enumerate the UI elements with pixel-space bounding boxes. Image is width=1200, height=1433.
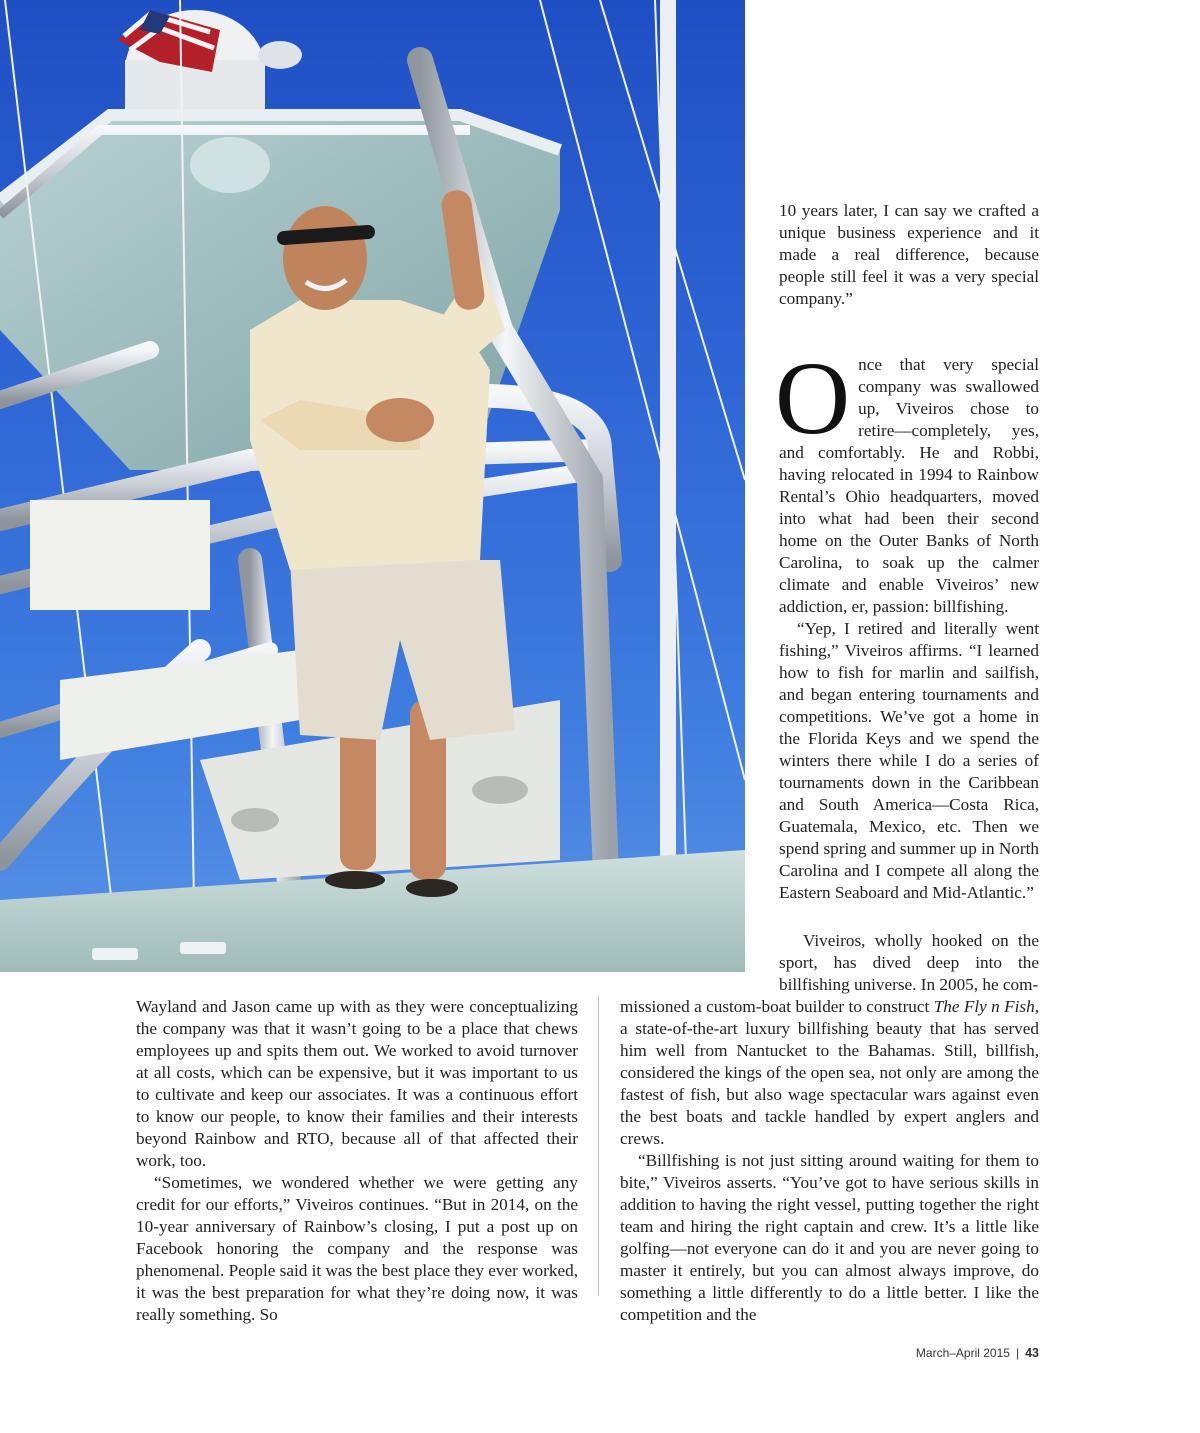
paragraph: “Billfishing is not just sitting around waiting for them to bite,” Viveiros asserts. “You’ve got to have serious skills in addition to having the right vessel, putting together the right team and hiring the right captain and crew. It’s a little like golfing—not everyone can do it and you are never going to master it entirely, but you can almost always improve, do something a little differently to do a little better. I like the competition and the xyxy=(620,1151,1039,1324)
paragraph-text: nce that very special company was swallowed up, Viveiros chose to retire—completely, yes, and comfortably. He and Robbi, having relocated in 1994 to Rainbow Rental’s Ohio headquarters, moved into what had been their second home on the Outer Banks of North Carolina, to soak up the calmer climate and enable Viveiros’ new addiction, er, passion: billfishing. xyxy=(779,355,1039,616)
dropcap: O xyxy=(775,341,851,456)
article-column-right-middle xyxy=(775,341,1039,904)
feature-photo xyxy=(0,0,745,972)
issue-date: March–April 2015 xyxy=(915,1346,1010,1360)
column-divider xyxy=(598,996,599,1296)
folio-separator: | xyxy=(1015,1346,1020,1360)
article-column-center xyxy=(620,996,1039,1326)
paragraph xyxy=(620,996,1039,1150)
boat-tower-illustration xyxy=(0,0,745,972)
paragraph: “Yep, I retired and literally went fishing,” Viveiros affirms. “I learned how to fish for marlin and sailfish, and began entering tournaments and competitions. We’ve got a home in the Florida Keys and we spend the winters there while I do a series of tournaments down in the Caribbean and South America—Costa Rica, Guatemala, Mexico, etc. Then we spend spring and summer up in North Carolina and I compete all along the Eastern Seaboard and Mid-Atlantic.” xyxy=(779,619,1039,902)
outrigger-pole xyxy=(660,0,676,900)
paragraph: 10 years later, I can say we crafted a unique business experience and it made a real difference, because people still feel it was a very special company.” xyxy=(779,201,1039,308)
paragraph: Wayland and Jason came up with as they were conceptualizing the company was that it wasn’t going to be a place that chews employees up and spits them out. We worked to avoid turnover at all costs, which can be expensive, but it was important to us to cultivate and keep our associates. It was a continuous effort to know our people, to know their families and their interests beyond Rainbow and RTO, because all of that affected their work, too. xyxy=(136,997,578,1170)
page-number: 43 xyxy=(1025,1346,1039,1360)
article-column-right-tail xyxy=(779,930,1039,996)
article-column-right-top xyxy=(779,200,1039,310)
paragraph-text: missioned a custom-boat builder to construct xyxy=(620,997,934,1016)
article-column-left xyxy=(136,996,578,1326)
boat-name: The Fly n Fish xyxy=(933,997,1035,1016)
paragraph-text: , a state-of-the-art luxury billfishing beauty that has served him well from Nantucket to the Bahamas. Still, billfish, considered the kings of the open sea, not only are among the fastest of fish, but also wage spectacular wars against even the best boats and tackle handled by expert anglers and crews. xyxy=(620,997,1039,1148)
paragraph: “Sometimes, we wondered whether we were getting any credit for our efforts,” Viveiros continues. “But in 2014, on the 10-year anniversary of Rainbow’s closing, I put a post up on Facebook honoring the company and the response was phenomenal. People said it was the best place they ever worked, it was the best preparation for what they’re doing now, it was really something. So xyxy=(136,1173,578,1324)
page-folio xyxy=(916,1346,1039,1360)
paragraph-with-dropcap xyxy=(775,341,1039,618)
paragraph: Viveiros, wholly hooked on the sport, has dived deep into the billfishing universe. In 2005, he com- xyxy=(779,931,1039,994)
